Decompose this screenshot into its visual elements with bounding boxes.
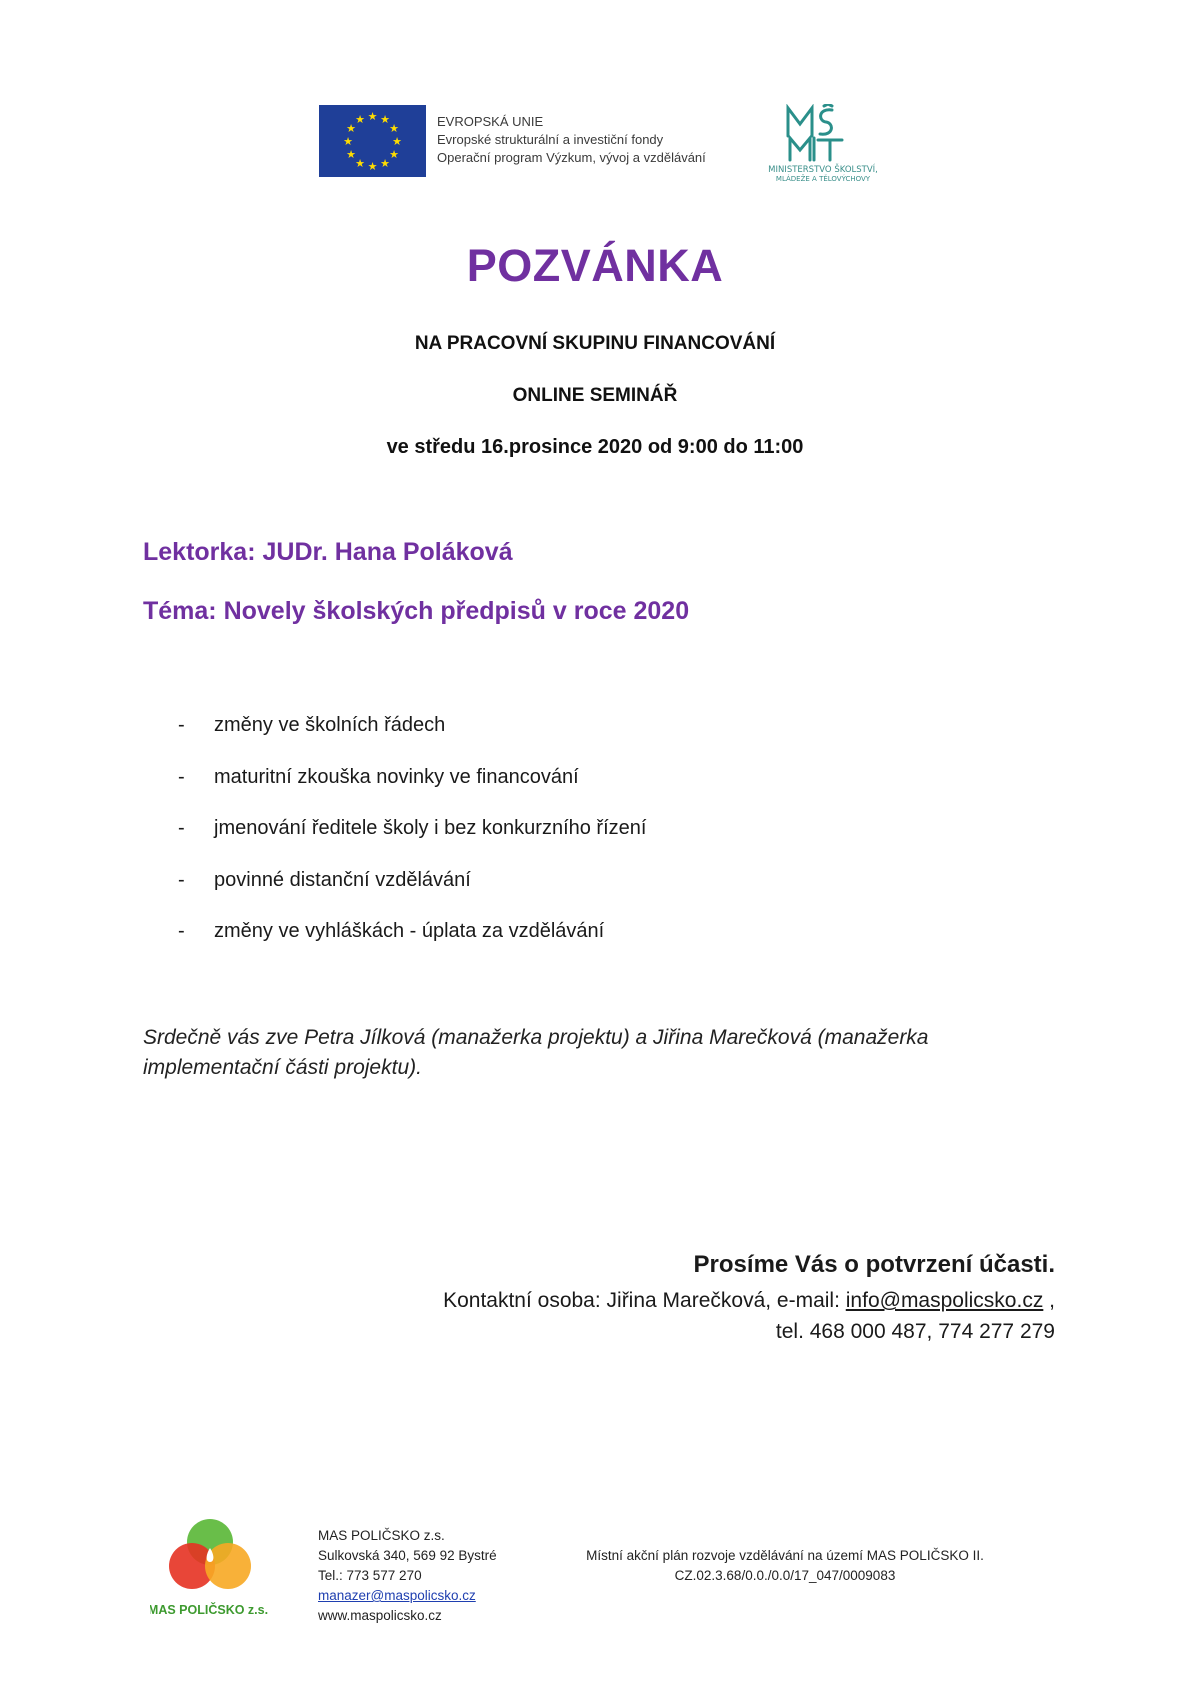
eu-logo-line: Operační program Výzkum, vývoj a vzdělávání [437, 150, 706, 165]
svg-text:★: ★ [389, 122, 399, 135]
svg-text:★: ★ [343, 135, 353, 148]
msmt-logo-line: MLÁDEŽE A TĚLOVÝCHOVY [775, 175, 871, 183]
svg-text:★: ★ [392, 135, 402, 148]
footer-organization [318, 1526, 497, 1626]
eu-flag-logo [319, 105, 426, 177]
list-dash: - [178, 765, 185, 788]
mas-logo-text: MAS POLIČSKO z.s. [150, 1603, 269, 1617]
list-dash: - [178, 920, 185, 942]
list-dash: - [178, 714, 185, 736]
contact-line [443, 1285, 1055, 1316]
footer-email-link[interactable]: manazer@maspolicsko.cz [318, 1588, 476, 1603]
list-item-text: povinné distanční vzdělávání [214, 868, 471, 891]
svg-text:★: ★ [380, 113, 390, 126]
eu-logo-line: Evropské strukturální a investiční fondy [437, 132, 664, 147]
list-item-text: maturitní zkouška novinky ve financování [214, 765, 579, 788]
contact-phone: tel. 468 000 487, 774 277 279 [775, 1320, 1055, 1343]
eu-stars-icon [319, 105, 426, 177]
contact-block [443, 1285, 1055, 1347]
list-item-text: změny ve vyhláškách - úplata za vzdělávání [214, 920, 605, 942]
list-dash: - [178, 868, 185, 891]
list-item-text: jmenování ředitele školy i bez konkurzního řízení [214, 817, 647, 839]
svg-text:★: ★ [380, 157, 390, 170]
msmt-logo [748, 104, 898, 184]
svg-text:★: ★ [367, 160, 378, 173]
event-date: ve středu 16.prosince 2020 od 9:00 do 11:00 [386, 436, 804, 458]
footer-address: Sulkovská 340, 569 92 Bystré [318, 1548, 497, 1563]
svg-text:★: ★ [367, 110, 378, 123]
footer-org-name: MAS POLIČSKO z.s. [318, 1528, 445, 1543]
svg-text:★: ★ [389, 148, 399, 161]
svg-text:★: ★ [346, 148, 356, 161]
invitation-title: POZVÁNKA [466, 240, 724, 291]
invitation-subtitle: NA PRACOVNÍ SKUPINU FINANCOVÁNÍ [414, 333, 776, 354]
svg-text:★: ★ [346, 122, 356, 135]
footer-project-code: CZ.02.3.68/0.0./0.0/17_047/0009083 [674, 1568, 896, 1583]
closing-invitation: Srdečně vás zve Petra Jílková (manažerka projektu) a Jiřina Marečková (manažerka implementační části projektu). [143, 1026, 929, 1079]
footer-phone: Tel.: 773 577 270 [318, 1568, 422, 1583]
msmt-monogram-icon [748, 104, 898, 184]
footer-project [555, 1546, 1015, 1586]
contact-suffix: , [1043, 1289, 1055, 1312]
footer-project-name: Místní akční plán rozvoje vzdělávání na území MAS POLIČSKO II. [586, 1548, 984, 1563]
list-item-text: změny ve školních řádech [214, 714, 446, 736]
contact-prefix: Kontaktní osoba: Jiřina Marečková, e-mail: [443, 1289, 846, 1312]
svg-text:★: ★ [355, 157, 365, 170]
msmt-logo-line: MINISTERSTVO ŠKOLSTVÍ, [768, 165, 878, 175]
contact-email-link[interactable]: info@maspolicsko.cz [845, 1289, 1044, 1312]
mas-circles-icon [150, 1512, 270, 1622]
confirmation-request: Prosíme Vás o potvrzení účasti. [693, 1251, 1055, 1278]
footer-website: www.maspolicsko.cz [318, 1608, 442, 1623]
lecturer-line: Lektorka: JUDr. Hana Poláková [143, 538, 513, 566]
mas-policsko-logo [150, 1512, 270, 1622]
list-dash: - [178, 817, 185, 839]
eu-logo-text [437, 113, 706, 167]
eu-logo-line: EVROPSKÁ UNIE [437, 114, 544, 129]
svg-text:★: ★ [355, 113, 365, 126]
seminar-format: ONLINE SEMINÁŘ [512, 385, 678, 406]
topic-line: Téma: Novely školských předpisů v roce 2020 [143, 597, 690, 625]
